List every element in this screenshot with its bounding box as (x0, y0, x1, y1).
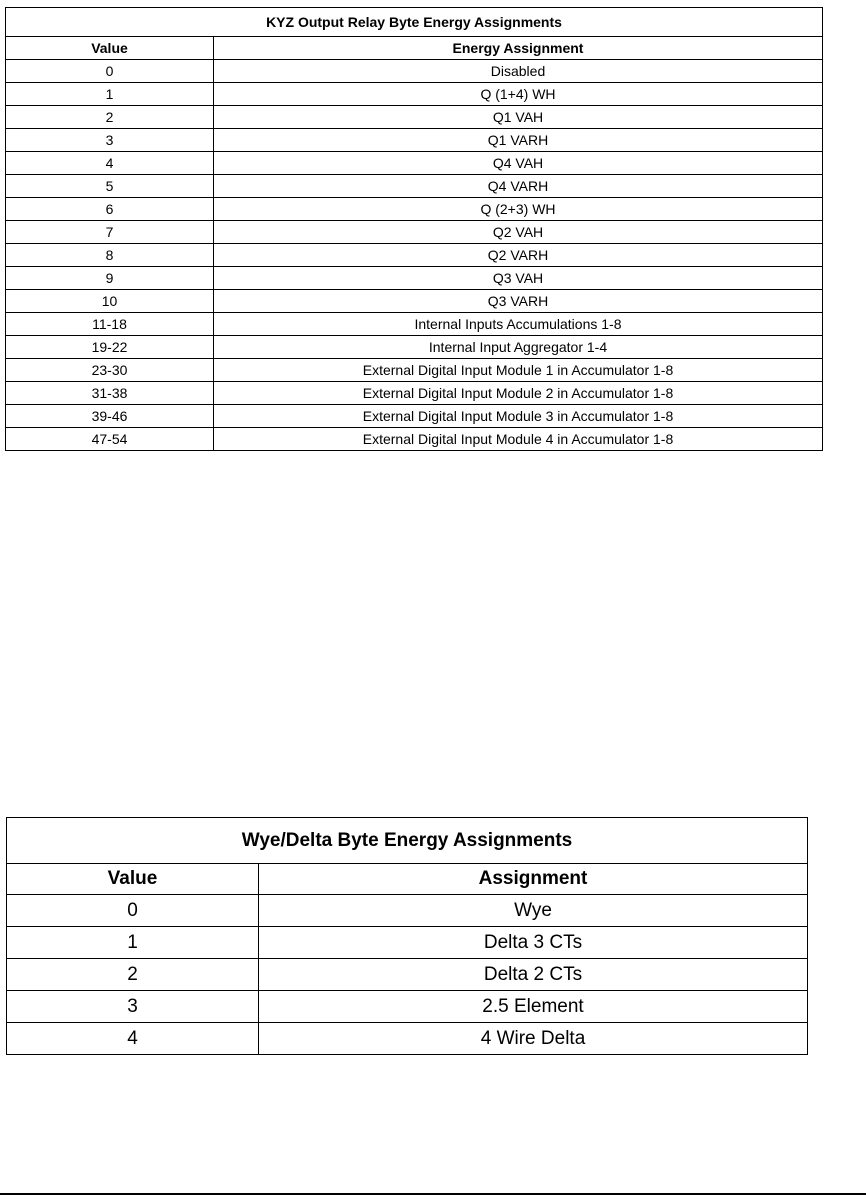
assignment-cell: Q2 VARH (214, 244, 823, 267)
footer-divider (0, 1193, 866, 1195)
assignment-cell: Q1 VARH (214, 129, 823, 152)
table-row (7, 991, 808, 1023)
assignment-cell: Internal Input Aggregator 1-4 (214, 336, 823, 359)
table-row (7, 959, 808, 991)
table-row (6, 175, 823, 198)
table-row (6, 198, 823, 221)
assignment-cell: External Digital Input Module 3 in Accumulator 1-8 (214, 405, 823, 428)
table-row (6, 359, 823, 382)
table-header-row (6, 37, 823, 60)
assignment-cell: Q2 VAH (214, 221, 823, 244)
value-cell: 1 (7, 927, 259, 959)
column-header-value: Value (7, 864, 259, 895)
column-header-assignment: Assignment (259, 864, 808, 895)
table-row (6, 267, 823, 290)
value-cell: 3 (6, 129, 214, 152)
table-row (6, 382, 823, 405)
assignment-cell: Q4 VAH (214, 152, 823, 175)
column-header-energy-assignment: Energy Assignment (214, 37, 823, 60)
assignment-cell: 4 Wire Delta (259, 1023, 808, 1055)
table-row (6, 313, 823, 336)
value-cell: 0 (6, 60, 214, 83)
value-cell: 11-18 (6, 313, 214, 336)
kyz-energy-assignments-table (5, 7, 823, 451)
assignment-cell: Disabled (214, 60, 823, 83)
value-cell: 7 (6, 221, 214, 244)
value-cell: 5 (6, 175, 214, 198)
table-row (6, 244, 823, 267)
value-cell: 39-46 (6, 405, 214, 428)
table-row (6, 83, 823, 106)
assignment-cell: Delta 3 CTs (259, 927, 808, 959)
value-cell: 9 (6, 267, 214, 290)
assignment-cell: Q4 VARH (214, 175, 823, 198)
value-cell: 4 (7, 1023, 259, 1055)
assignment-cell: Wye (259, 895, 808, 927)
table-row (6, 428, 823, 451)
value-cell: 31-38 (6, 382, 214, 405)
assignment-cell: External Digital Input Module 4 in Accumulator 1-8 (214, 428, 823, 451)
assignment-cell: Delta 2 CTs (259, 959, 808, 991)
table-row (6, 221, 823, 244)
table-row (7, 1023, 808, 1055)
assignment-cell: 2.5 Element (259, 991, 808, 1023)
assignment-cell: Q3 VARH (214, 290, 823, 313)
assignment-cell: Internal Inputs Accumulations 1-8 (214, 313, 823, 336)
table-row (6, 106, 823, 129)
value-cell: 6 (6, 198, 214, 221)
value-cell: 3 (7, 991, 259, 1023)
value-cell: 23-30 (6, 359, 214, 382)
value-cell: 0 (7, 895, 259, 927)
value-cell: 8 (6, 244, 214, 267)
assignment-cell: External Digital Input Module 2 in Accumulator 1-8 (214, 382, 823, 405)
table-title: KYZ Output Relay Byte Energy Assignments (6, 8, 823, 37)
table-row (7, 927, 808, 959)
table-row (6, 129, 823, 152)
table-row (7, 895, 808, 927)
assignment-cell: Q3 VAH (214, 267, 823, 290)
value-cell: 2 (7, 959, 259, 991)
table-title-row (7, 818, 808, 864)
assignment-cell: Q (2+3) WH (214, 198, 823, 221)
value-cell: 10 (6, 290, 214, 313)
value-cell: 19-22 (6, 336, 214, 359)
assignment-cell: Q (1+4) WH (214, 83, 823, 106)
table-title: Wye/Delta Byte Energy Assignments (7, 818, 808, 864)
table-title-row (6, 8, 823, 37)
table-row (6, 336, 823, 359)
table-row (6, 152, 823, 175)
assignment-cell: External Digital Input Module 1 in Accumulator 1-8 (214, 359, 823, 382)
table-row (6, 405, 823, 428)
wye-delta-assignments-table (6, 817, 808, 1055)
table-row (6, 60, 823, 83)
table-header-row (7, 864, 808, 895)
assignment-cell: Q1 VAH (214, 106, 823, 129)
value-cell: 47-54 (6, 428, 214, 451)
table-row (6, 290, 823, 313)
value-cell: 4 (6, 152, 214, 175)
value-cell: 1 (6, 83, 214, 106)
value-cell: 2 (6, 106, 214, 129)
column-header-value: Value (6, 37, 214, 60)
